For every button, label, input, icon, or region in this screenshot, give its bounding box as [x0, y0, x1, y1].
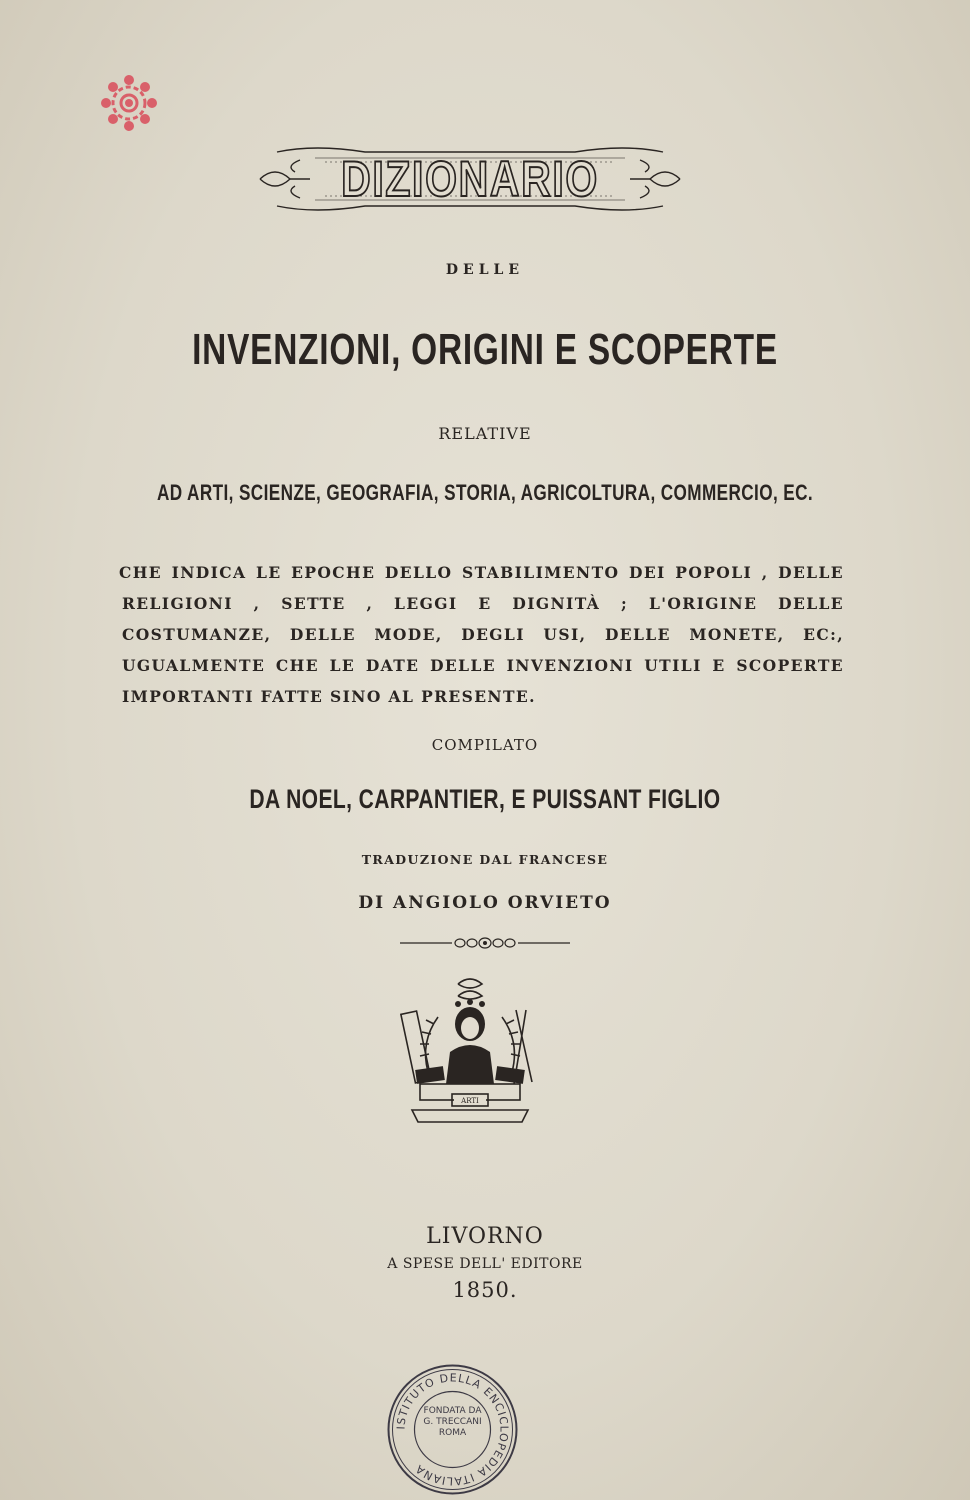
compilato-line: COMPILATO: [431, 736, 539, 754]
arts-allegory-vignette-icon: [398, 972, 542, 1130]
imprint-city: LIVORNO: [426, 1224, 544, 1249]
description-paragraph: CHE INDICA LE EPOCHE DELLO STABILIMENTO DEI POPOLI , DELLE RELIGIONI , SETTE , LEGGI E DIGNITÀ ; L'ORIGINE DELLE COSTUMANZE, DELLE MODE, DEGLI USI, DELLE MONETE, EC:, UGUALMENTE CHE LE DATE DELLE INVENZIONI UTILI E SCOPERTE IMPORTANTI FATTE SINO AL PRESENTE.: [119, 563, 844, 706]
ornamental-rule: [400, 936, 570, 950]
translation-line: TRADUZIONE DAL FRANCESE: [361, 852, 609, 867]
imprint-publisher: A SPESE DELL' EDITORE: [387, 1256, 583, 1272]
main-title: INVENZIONI, ORIGINI E SCOPERTE: [192, 325, 778, 374]
dictionary-title: DIZIONARIO: [341, 151, 599, 207]
stamp-inner-text: FONDATA DA G. TRECCANI ROMA: [423, 1406, 482, 1438]
imprint-year: 1850.: [452, 1278, 518, 1302]
red-rosette-stamp: [98, 72, 160, 134]
authors-line: DA NOEL, CARPANTIER, E PUISSANT FIGLIO: [249, 784, 721, 814]
library-ownership-stamp: [385, 1362, 520, 1497]
stamp-ring-text: ISTITUTO DELLA ENCICLOPEDIA ITALIANA: [394, 1371, 511, 1488]
delle-line: DELLE: [445, 262, 525, 278]
vignette-label: ARTI: [461, 1097, 479, 1105]
subjects-line: AD ARTI, SCIENZE, GEOGRAFIA, STORIA, AGRICOLTURA, COMMERCIO, EC.: [156, 480, 814, 505]
translator-line: DI ANGIOLO ORVIETO: [358, 893, 612, 913]
relative-line: RELATIVE: [438, 424, 532, 443]
